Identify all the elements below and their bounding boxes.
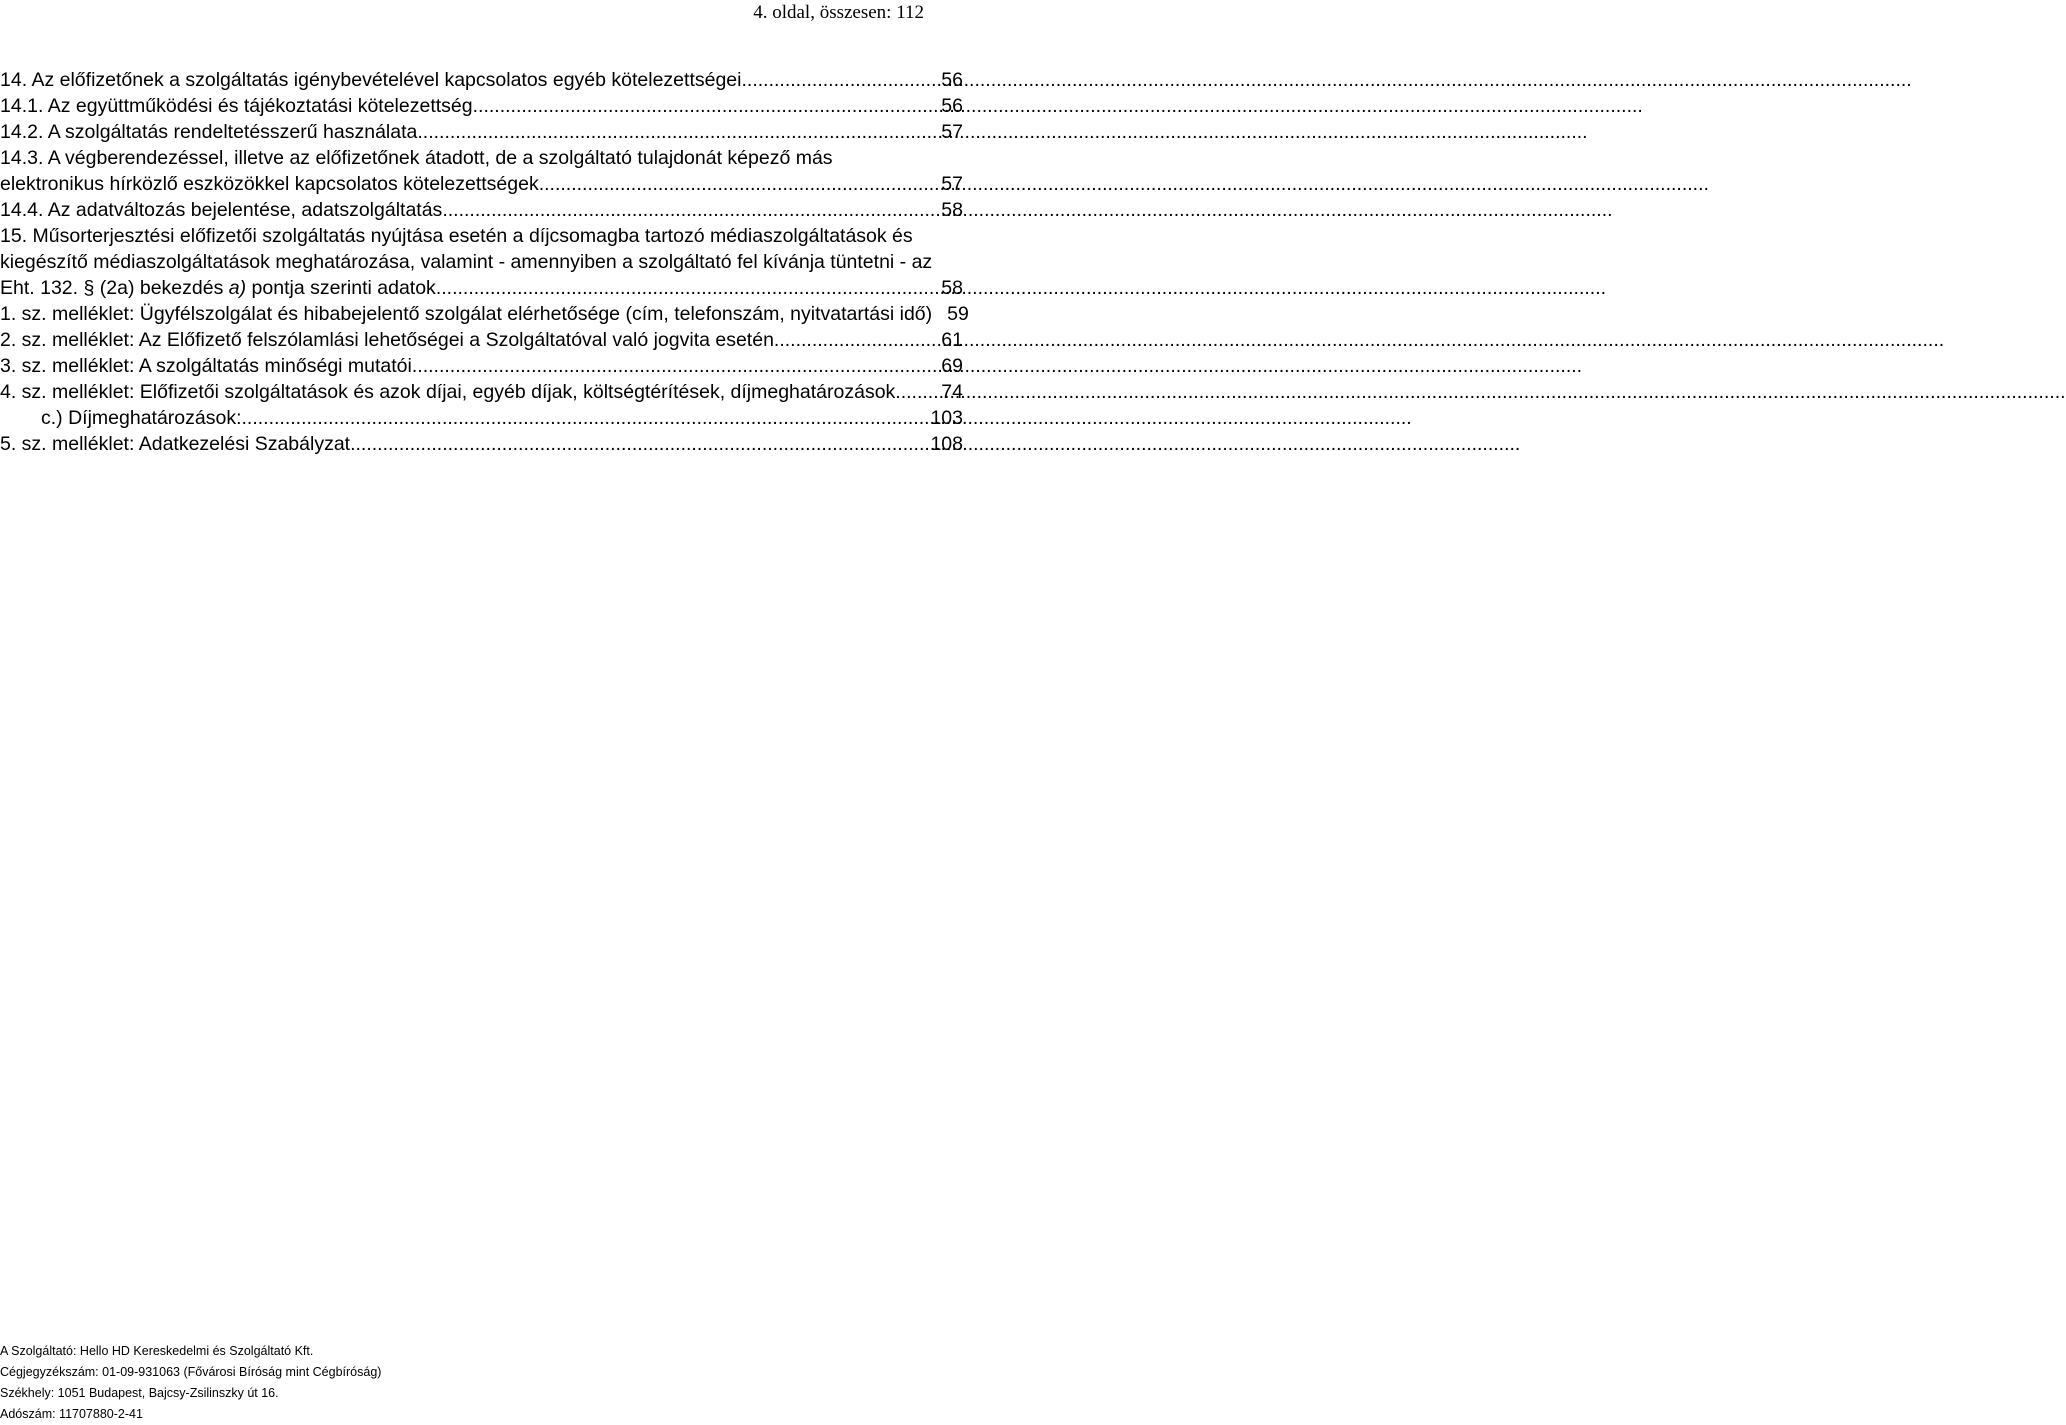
toc-leader-dots [774, 327, 938, 353]
paragraph-reference: (2a) bekezdés [99, 277, 224, 299]
toc-entry-14-1[interactable] [0, 93, 963, 119]
toc-leader-dots [350, 431, 927, 457]
toc-entry-title-line: 14.3. A végberendezéssel, illetve az előfizetőnek átadott, de a szolgáltató tulajdonát képező más [0, 147, 833, 169]
footer-registration: Cégjegyzékszám: 01-09-931063 (Fővárosi Bíróság mint Cégbíróság) [0, 1365, 382, 1379]
toc-entry-page: 108 [930, 433, 963, 455]
toc-entry-title: 1. sz. melléklet: Ügyfélszolgálat és hibabejelentő szolgálat elérhetősége (cím, telefonszám, nyitvatartási idő) [0, 303, 933, 325]
footer-company: A Szolgáltató: Hello HD Kereskedelmi és Szolgáltató Kft. [0, 1344, 314, 1358]
toc-entry-annex-2[interactable] [0, 327, 963, 353]
toc-entry-title: 5. sz. melléklet: Adatkezelési Szabályzat [0, 433, 351, 455]
toc-entry-page: 69 [941, 355, 963, 377]
toc-entry-title-line: elektronikus hírközlő eszközökkel kapcsolatos kötelezettségek [0, 173, 539, 195]
section-sign: § [83, 277, 95, 299]
toc-entry-annex-5[interactable] [0, 431, 963, 457]
toc-entry-annex-3[interactable] [0, 353, 963, 379]
toc-entry-page: 58 [941, 199, 963, 221]
toc-leader-dots [412, 353, 938, 379]
toc-leader-dots [895, 379, 938, 405]
toc-entry-page: 58 [941, 277, 963, 299]
toc-entry-title-line: kiegészítő médiaszolgáltatások meghatározása, valamint - amennyiben a szolgáltató fel kívánja tüntetni - az [0, 251, 933, 273]
toc-entry-title-line [0, 275, 436, 301]
law-reference: Eht. 132. [0, 277, 79, 299]
toc-entry-annex-4[interactable] [0, 379, 963, 405]
toc-entry-14-3[interactable] [0, 145, 963, 197]
toc-entry-page: 74 [941, 381, 963, 403]
point-reference: a) [228, 277, 247, 299]
toc-entry-annex-4-c[interactable] [0, 405, 963, 431]
toc-entry-title: 4. sz. melléklet: Előfizetői szolgáltatások és azok díjai, egyéb díjak, költségtérítések, díjmeghatározások [0, 381, 896, 403]
toc-leader-dots [436, 275, 938, 301]
toc-leader-dots [539, 171, 939, 197]
toc-entry-title: c.) Díjmeghatározások: [41, 407, 242, 429]
toc-entry-title-line: 15. Műsorterjesztési előfizetői szolgáltatás nyújtása esetén a díjcsomagba tartozó médiaszolgáltatások és [0, 225, 913, 247]
title-tail: pontja szerinti adatok [251, 277, 436, 299]
toc-leader-dots [242, 405, 928, 431]
table-of-contents [0, 67, 969, 457]
toc-entry-14-2[interactable] [0, 119, 963, 145]
toc-entry-title: 2. sz. melléklet: Az Előfizető felszólamlási lehetőségei a Szolgáltatóval való jogvita esetén [0, 329, 774, 351]
toc-entry-14[interactable] [0, 67, 963, 93]
toc-entry-annex-1[interactable] [0, 301, 969, 327]
toc-entry-title: 14.1. Az együttműködési és tájékoztatási kötelezettség [0, 95, 473, 117]
toc-entry-page: 103 [930, 407, 963, 429]
toc-entry-page: 57 [941, 121, 963, 143]
toc-entry-14-4[interactable] [0, 197, 963, 223]
toc-leader-dots [473, 93, 939, 119]
toc-leader-dots [442, 197, 938, 223]
toc-leader-dots [741, 67, 938, 93]
footer-address: Székhely: 1051 Budapest, Bajcsy-Zsilinszky út 16. [0, 1386, 279, 1400]
toc-entry-page: 59 [947, 303, 969, 325]
toc-entry-title: 3. sz. melléklet: A szolgáltatás minőségi mutatói [0, 355, 412, 377]
toc-entry-title: 14. Az előfizetőnek a szolgáltatás igénybevételével kapcsolatos egyéb kötelezettségei [0, 69, 742, 91]
toc-entry-page: 61 [941, 329, 963, 351]
toc-entry-title: 14.4. Az adatváltozás bejelentése, adatszolgáltatás [0, 199, 443, 221]
toc-leader-dots [417, 119, 938, 145]
toc-entry-page: 56 [941, 95, 963, 117]
toc-entry-title: 14.2. A szolgáltatás rendeltetésszerű használata [0, 121, 418, 143]
toc-entry-page: 57 [941, 173, 963, 195]
page-footer [0, 1341, 381, 1425]
footer-tax-number: Adószám: 11707880-2-41 [0, 1407, 143, 1421]
toc-entry-page: 56 [941, 69, 963, 91]
toc-entry-15[interactable] [0, 223, 963, 301]
page-indicator: 4. oldal, összesen: 112 [753, 2, 924, 23]
